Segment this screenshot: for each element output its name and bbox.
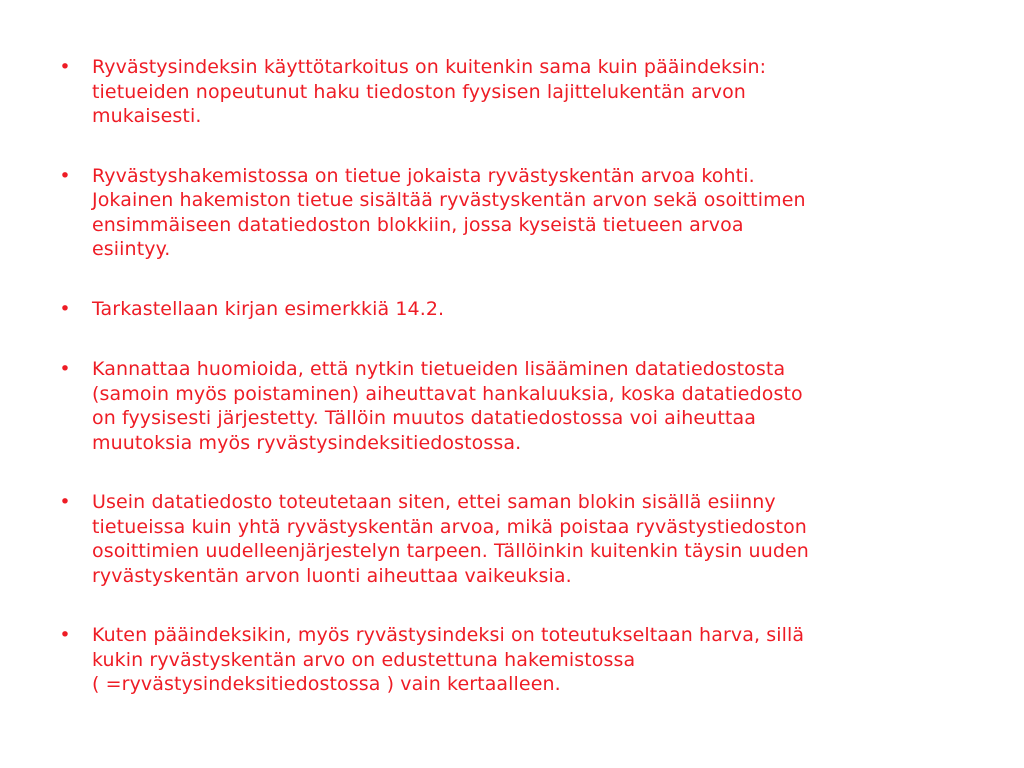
bullet-dot-icon: • — [59, 56, 71, 78]
bullet-text — [92, 490, 954, 588]
bullet-text — [92, 623, 954, 697]
bullet-item — [55, 623, 954, 697]
text-line: muutoksia myös ryvästysindeksitiedostossa. — [92, 431, 522, 454]
bullet-dot-icon: • — [59, 358, 71, 380]
bullet-item — [55, 357, 954, 455]
text-line: Ryvästyshakemistossa on tietue jokaista ryvästyskentän arvoa kohti. — [92, 164, 755, 187]
bullet-item — [55, 490, 954, 588]
text-line: Kannattaa huomioida, että nytkin tietueiden lisääminen datatiedostosta — [92, 358, 786, 380]
bullet-text — [92, 164, 954, 262]
text-line: mukaisesti. — [92, 105, 202, 127]
text-line: tietueissa kuin yhtä ryvästyskentän arvoa, mikä poistaa ryvästystiedoston — [92, 515, 807, 538]
bullet-item — [55, 297, 954, 322]
text-line: Kuten pääindeksikin, myös ryvästysindeksi on toteutukseltaan harva, sillä — [92, 624, 805, 646]
bullet-text — [92, 357, 954, 455]
text-line: Tarkastellaan kirjan esimerkkiä 14.2. — [92, 297, 445, 320]
text-line: on fyysisesti järjestetty. Tällöin muutos datatiedostossa voi aiheuttaa — [92, 407, 756, 429]
bullet-item — [55, 55, 954, 129]
text-line: osoittimien uudelleenjärjestelyn tarpeen. Tällöinkin kuitenkin täysin uuden — [92, 540, 809, 562]
text-line: (samoin myös poistaminen) aiheuttavat hankaluuksia, koska datatiedosto — [92, 382, 803, 405]
bullet-list — [55, 55, 954, 697]
bullet-text — [92, 297, 954, 322]
bullet-dot-icon: • — [59, 164, 71, 187]
bullet-text — [92, 55, 954, 129]
bullet-dot-icon: • — [59, 624, 71, 646]
text-line: tietueiden nopeutunut haku tiedoston fyysisen lajittelukentän arvon — [92, 80, 746, 103]
text-line: ryvästyskentän arvon luonti aiheuttaa vaikeuksia. — [92, 564, 572, 587]
bullet-dot-icon: • — [59, 297, 71, 320]
text-line: kukin ryvästyskentän arvo on edustettuna hakemistossa — [92, 648, 636, 671]
text-line: esiintyy. — [92, 238, 171, 260]
text-line: ensimmäiseen datatiedoston blokkiin, jossa kyseistä tietueen arvoa — [92, 213, 744, 236]
text-line: ( =ryvästysindeksitiedostossa ) vain kertaalleen. — [92, 673, 561, 695]
bullet-dot-icon: • — [59, 491, 71, 513]
bullet-item — [55, 164, 954, 262]
text-line: Ryvästysindeksin käyttötarkoitus on kuitenkin sama kuin pääindeksin: — [92, 56, 767, 78]
text-line: Jokainen hakemiston tietue sisältää ryvästyskentän arvon sekä osoittimen — [92, 189, 806, 211]
text-line: Usein datatiedosto toteutetaan siten, ettei saman blokin sisällä esiinny — [92, 491, 776, 513]
